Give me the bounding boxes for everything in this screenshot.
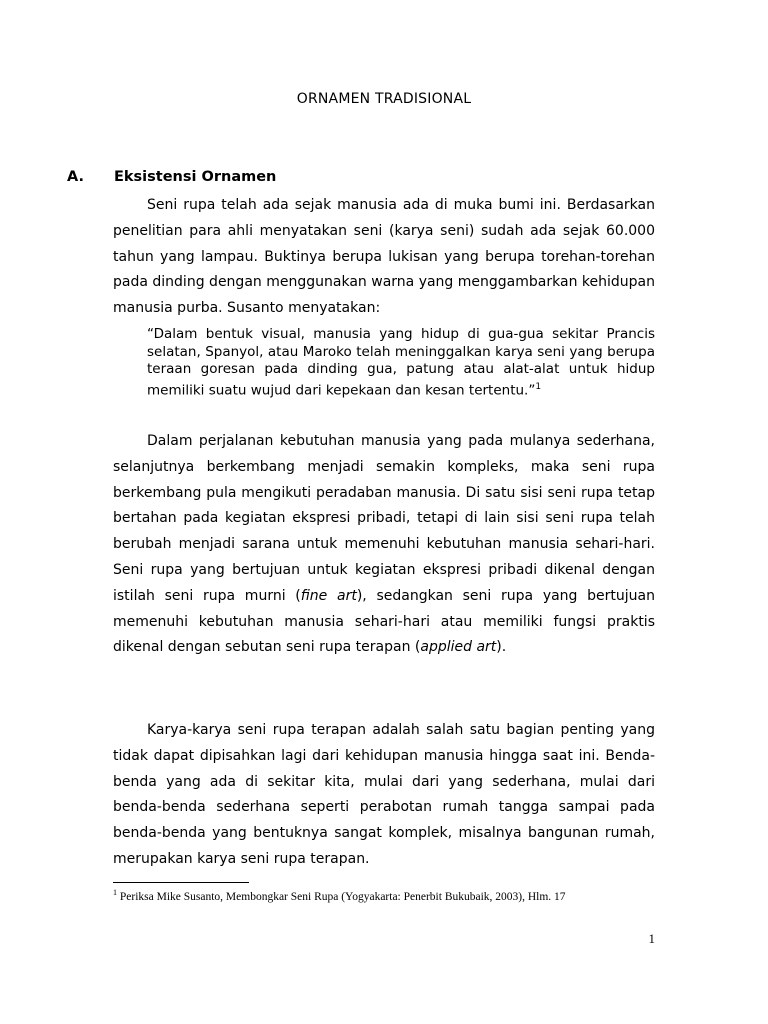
- footnote: [113, 888, 566, 903]
- term-applied-art: applied art: [420, 639, 497, 656]
- quote-text: “Dalam bentuk visual, manusia yang hidup di gua-gua sekitar Prancis selatan, Spanyol, atau Maroko telah meninggalkan karya seni yang berupa teraan goresan pada dinding gua, patung atau alat-alat untuk hidup memiliki suatu wujud dari kepekaan dan kesan tertentu.”: [147, 326, 655, 398]
- section-heading: [67, 169, 276, 185]
- section-title: Eksistensi Ornamen: [114, 169, 277, 185]
- paragraph-3-text: Karya-karya seni rupa terapan adalah salah satu bagian penting yang tidak dapat dipisahkan lagi dari kehidupan manusia hingga saat ini. Benda-benda yang ada di sekitar kita, mulai dari yang sederhana, mulai dari benda-benda sederhana seperti perabotan rumah tangga sampai pada benda-benda yang bentuknya sangat komplek, misalnya bangunan rumah, merupakan karya seni rupa terapan.: [113, 722, 655, 867]
- footnote-divider: [113, 882, 249, 883]
- paragraph-2-text-a: Dalam perjalanan kebutuhan manusia yang pada mulanya sederhana, selanjutnya berkembang menjadi semakin kompleks, maka seni rupa berkembang pula mengikuti peradaban manusia. Di satu sisi seni rupa tetap bertahan pada kegiatan ekspresi pribadi, tetapi di lain sisi seni rupa telah berubah menjadi sarana untuk memenuhi kebutuhan manusia sehari-hari. Seni rupa yang bertujuan untuk kegiatan ekspresi pribadi dikenal dengan istilah seni rupa murni (: [113, 433, 655, 604]
- footnote-number: 1: [113, 888, 117, 897]
- footnote-text: Periksa Mike Susanto, Membongkar Seni Rupa (Yogyakarta: Penerbit Bukubaik, 2003), Hlm. 17: [117, 890, 566, 903]
- section-number: A.: [67, 169, 84, 185]
- paragraph-3: [113, 718, 655, 873]
- page-number: 1: [648, 931, 655, 946]
- paragraph-1: [113, 193, 655, 322]
- document-title: ORNAMEN TRADISIONAL: [296, 91, 472, 107]
- block-quote: [147, 326, 655, 400]
- paragraph-2-text-c: ).: [496, 639, 507, 656]
- paragraph-2-text-b: ), sedangkan seni rupa yang bertujuan memenuhi kebutuhan manusia sehari-hari atau memiliki fungsi praktis dikenal dengan sebutan seni rupa terapan (: [113, 587, 655, 656]
- term-fine-art: fine art: [300, 587, 357, 604]
- footnote-reference: 1: [535, 381, 542, 392]
- paragraph-1-text: Seni rupa telah ada sejak manusia ada di muka bumi ini. Berdasarkan penelitian para ahli menyatakan seni (karya seni) sudah ada sejak 60.000 tahun yang lampau. Buktinya berupa lukisan yang berupa torehan-torehan pada dinding dengan menggunakan warna yang menggambarkan kehidupan manusia purba. Susanto menyatakan:: [113, 197, 655, 317]
- paragraph-2: [113, 429, 655, 661]
